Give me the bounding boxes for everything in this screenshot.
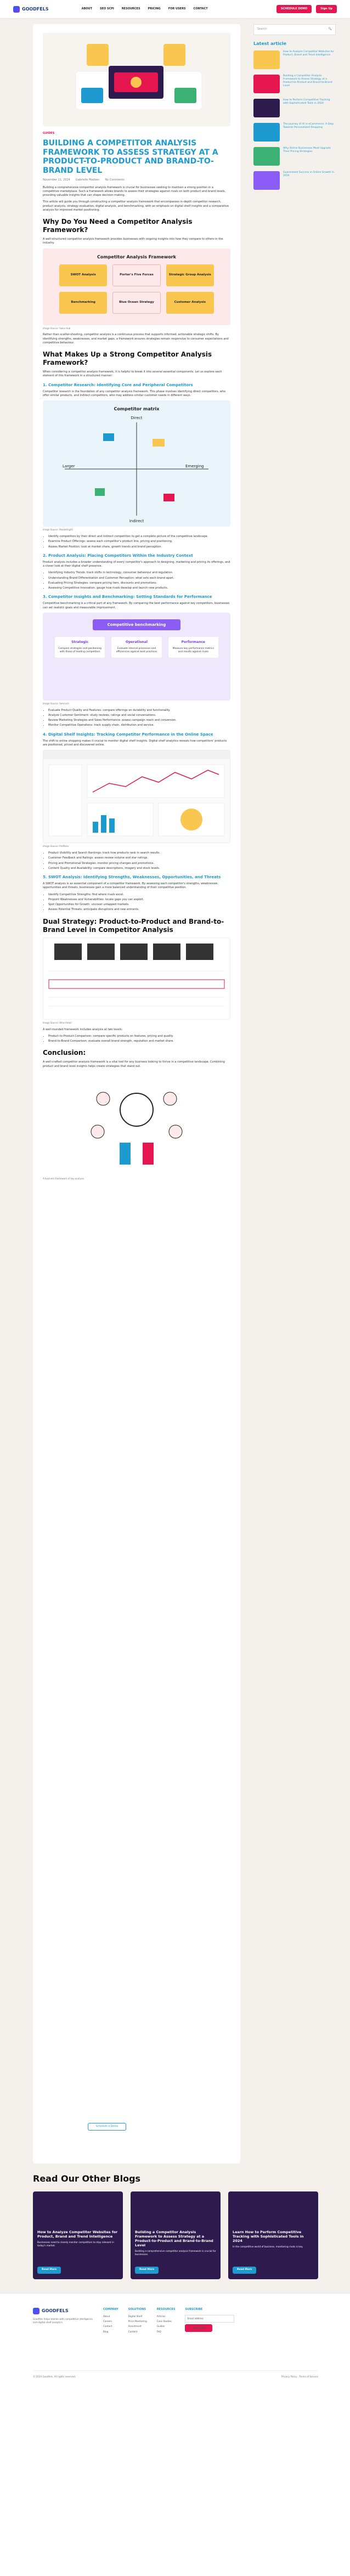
- framework-box: Strategic Group Analysis: [166, 264, 214, 286]
- benchmark-col-text: Measure key performance metrics and results against rivals: [172, 647, 214, 654]
- framework-box: SWOT Analysis: [59, 264, 107, 286]
- latest-post[interactable]: [253, 147, 336, 166]
- list-item: • Spot Opportunities for Growth: uncover untapped markets.: [48, 903, 230, 907]
- figure-benchmarking-caption: Image Source: Semrush: [43, 702, 69, 705]
- list-item: • Evaluating Pricing Strategies: compare pricing tiers, discounts and promotions.: [48, 581, 230, 585]
- heading-digital-shelf: 4. Digital Shelf Insights: Tracking Competitor Performance in the Online Space: [43, 732, 213, 737]
- heading-product-analysis: 2. Product Analysis: Placing Competitors Within the Industry Context: [43, 553, 193, 558]
- footer-link[interactable]: Careers: [103, 2320, 112, 2323]
- list-item: • Content Quality and Availability: compare descriptions, imagery and stock levels.: [48, 867, 230, 871]
- list-item: • Identifying Industry Trends: track shifts in technology, consumer behaviour and regulation.: [48, 571, 230, 575]
- post-thumbnail[interactable]: [253, 147, 280, 166]
- research-paragraph: Competitor research is the foundation of any competitor analysis framework. This phase involves identifying direct competitors, who offer similar products, and indirect competitors, who may address similar customer needs in different ways.: [43, 389, 226, 397]
- read-more-button[interactable]: Read More: [135, 2267, 159, 2274]
- list-item: • Assess Potential Threats: anticipate disruptions and new entrants.: [48, 908, 230, 912]
- blog-card[interactable]: [33, 2191, 123, 2279]
- benchmark-col-title: Operational: [126, 640, 148, 645]
- site-logo[interactable]: [13, 6, 49, 13]
- footer-link[interactable]: Case Studies: [156, 2320, 172, 2323]
- list-item: • Review Marketing Strategies and Sales Performance: assess campaign reach and conversion.: [48, 719, 230, 722]
- swot-list: [48, 893, 230, 912]
- why-paragraph: A well-structured competitor analysis framework provides businesses with ongoing insights into how they compare to others in the industry.: [43, 238, 223, 245]
- matrix-logo: [163, 494, 174, 501]
- latest-post[interactable]: [253, 50, 336, 69]
- post-thumbnail[interactable]: [253, 50, 280, 69]
- blog-card[interactable]: [131, 2191, 221, 2279]
- blog-excerpt: In the competitive world of business, monitoring rivals is key.: [233, 2245, 303, 2248]
- figure-framework-title: Competitor Analysis Framework: [97, 254, 176, 259]
- other-blogs: [33, 2191, 318, 2279]
- why-paragraph-2: Rather than scatter-shooting, competitor analysis is a continuous process that supports informed, actionable strategic shifts. By identifying strengths, weaknesses, and market gaps, a framework ensures strategies remain responsive to consumer expectations and competitive behaviour.: [43, 333, 229, 344]
- framework-box: Benchmarking: [59, 292, 107, 314]
- article-author[interactable]: Gabrielle Madsen: [75, 178, 100, 182]
- logo-icon: [13, 6, 20, 13]
- footer-col-title: SUBSCRIBE: [185, 2308, 203, 2311]
- post-title[interactable]: Building a Competitor Analysis Framework to Assess Strategy at a Product-to-Product and Brand-to-Brand Level: [283, 74, 332, 88]
- footer-col-title: COMPANY: [103, 2308, 118, 2311]
- framework-box: Customer Analysis: [166, 292, 214, 314]
- menu-item-about[interactable]: ABOUT: [81, 7, 93, 10]
- other-blogs-heading: Read Our Other Blogs: [33, 2173, 141, 2184]
- post-title[interactable]: Why Online Businesses Must Upgrade Their Pricing Strategies: [283, 146, 331, 153]
- post-title[interactable]: Guaranteed Success in Online Growth in 2024: [283, 171, 334, 177]
- main-menu: [82, 7, 208, 11]
- post-thumbnail[interactable]: [253, 123, 280, 142]
- heading-research: 1. Competitor Research: Identifying Core and Peripheral Competitors: [43, 382, 193, 387]
- list-item: • Evaluate Product Quality and Features: compare offerings on durability and functionality.: [48, 709, 230, 713]
- blog-title[interactable]: How to Analyze Competitor Websites for Product, Brand and Trend Intelligence: [37, 2230, 118, 2239]
- post-title[interactable]: How to Analyze Competitor Websites for Product, Brand and Trend Intelligence: [283, 50, 334, 57]
- post-thumbnail[interactable]: [253, 99, 280, 117]
- figure-benchmarking: [43, 613, 230, 701]
- latest-post[interactable]: [253, 75, 336, 93]
- list-item: • Monitor Competitive Operations: track supply chain, distribution and service.: [48, 724, 230, 727]
- list-item: • Assess Market Position: look at market share, growth trends and brand perception.: [48, 545, 230, 549]
- digital-shelf-paragraph: The shift to online shopping makes it crucial to monitor digital shelf insights. Digital shelf analytics reveals how competitors' products are positioned, priced and discovered online.: [43, 739, 227, 747]
- footer-bottom: [33, 2370, 318, 2379]
- list-item: • Product-to-Product Comparison: compare specific products on features, pricing and quality.: [48, 1035, 230, 1038]
- article-meta: [43, 178, 230, 182]
- matrix-label-direct: Direct: [131, 416, 143, 421]
- article-date: November 11, 2024: [43, 178, 70, 182]
- blog-excerpt: Businesses need to closely monitor competitors to stay relevant in today's market.: [37, 2241, 114, 2247]
- subscribe-button[interactable]: Subscribe: [185, 2324, 212, 2332]
- product-analysis-list: [48, 571, 230, 590]
- matrix-label-emerging: Emerging: [185, 464, 204, 469]
- menu-item-pricing[interactable]: PRICING: [148, 7, 161, 10]
- footer-logo-text: GOODFELS: [42, 2308, 69, 2314]
- research-list: [48, 535, 230, 549]
- footer-link[interactable]: Assortment: [128, 2325, 142, 2328]
- footer-col-title: RESOURCES: [156, 2308, 176, 2311]
- search-icon[interactable]: 🔍: [328, 27, 332, 31]
- benchmarking-paragraph: Competitive benchmarking is a critical part of any framework. By comparing the best performance against key competitors, businesses can set realistic goals and measurable improvement.: [43, 602, 230, 609]
- footer: [0, 2293, 350, 2576]
- footer-link[interactable]: Blog: [103, 2330, 109, 2333]
- benchmark-col-title: Strategic: [71, 640, 89, 645]
- figure-framework: [43, 248, 230, 325]
- list-item: • Examine Product Offerings: assess each competitor's product line, pricing and positioning.: [48, 540, 230, 544]
- post-title[interactable]: The Journey of AI in eCommerce: A Step Towards Personalized Shopping: [283, 122, 334, 129]
- hero-image: [43, 33, 230, 126]
- hero-illustration: [43, 33, 230, 126]
- benchmarking-title: Competitive benchmarking: [93, 619, 180, 630]
- figure-framework-caption: Image Source: Sales Hub: [43, 326, 71, 330]
- product-analysis-paragraph: Product analysis includes a broader understanding of every competitor's approach to designing, marketing and pricing its offerings, and a closer look at their digital shelf presence.: [43, 560, 230, 568]
- legal-links[interactable]: Privacy Policy · Terms of Service: [281, 2375, 318, 2378]
- heading-swot: 5. SWOT Analysis: Identifying Strengths, Weaknesses, Opportunities, and Threats: [43, 875, 221, 880]
- latest-post[interactable]: [253, 171, 336, 190]
- article-comments[interactable]: No Comments: [105, 178, 125, 182]
- latest-heading: Latest article: [253, 41, 286, 46]
- copyright: © 2024 Goodfels. All rights reserved.: [33, 2375, 76, 2378]
- product-comparison-table: [43, 938, 230, 1020]
- framework-box: Porter's Five Forces: [112, 264, 160, 286]
- footer-link[interactable]: FAQ: [156, 2330, 161, 2333]
- heading-why: Why Do You Need a Competitor Analysis Framework?: [43, 218, 193, 234]
- figure-conclusion: [43, 1071, 230, 1176]
- figure-product-comparison: [43, 937, 230, 1020]
- top-nav: [0, 0, 350, 19]
- list-item: • Customer Feedback and Ratings: assess review volume and star ratings.: [48, 856, 230, 860]
- post-thumbnail[interactable]: [253, 171, 280, 190]
- sidebar: [253, 24, 336, 195]
- article-title: BUILDING A COMPETITOR ANALYSIS FRAMEWORK TO ASSESS STRATEGY AT A PRODUCT-TO-PRODUCT AND BRAND-TO-BRAND LEVEL: [43, 139, 218, 175]
- footer-link[interactable]: Content: [128, 2330, 138, 2333]
- intro-paragraph-1: Building a comprehensive competitor analysis framework is crucial for businesses seeking to maintain a strong position in a competitive marketplace. Such a framework allows brands to assess their strategies against rivals on both product and brand levels, providing valuable insights that can shape decision making.: [43, 185, 226, 197]
- heading-what: What Makes Up a Strong Competitor Analysis Framework?: [43, 351, 212, 367]
- blog-title[interactable]: Building a Competitor Analysis Framework to Assess Strategy at a Product-to-Product and Brand-to-Brand Level: [135, 2230, 213, 2247]
- framework-box: Blue Ocean Strategy: [112, 292, 160, 314]
- matrix-logo: [95, 488, 105, 496]
- footer-link[interactable]: Guides: [156, 2325, 165, 2328]
- matrix-title: Competitor matrix: [114, 406, 160, 412]
- footer-about: Goodfels helps brands with competitive intelligence and digital shelf analytics.: [33, 2318, 93, 2324]
- dual-paragraph: A well-rounded framework includes analysis at two levels:: [43, 1027, 123, 1031]
- sign-up-button[interactable]: Sign Up: [316, 5, 337, 13]
- blog-excerpt: Building a comprehensive competitor analysis framework is crucial for businesses.: [135, 2250, 216, 2256]
- list-item: • Pricing and Promotional Strategies: monitor pricing changes and promotions.: [48, 862, 230, 866]
- footer-link[interactable]: Price Monitoring: [128, 2320, 147, 2323]
- footer-col-title: SOLUTIONS: [128, 2308, 146, 2311]
- conclusion-paragraph: A well-crafted competitor analysis framework is a vital tool for any business looking to thrive in a competitive landscape. Combining product and brand level insights helps create strategies that stand out.: [43, 1060, 225, 1068]
- read-more-button[interactable]: Read More: [233, 2267, 256, 2274]
- menu-item-contact[interactable]: CONTACT: [193, 7, 208, 10]
- list-item: • Identify competitors by their direct and indirect competition to get a complete picture of the competitive landscape.: [48, 535, 230, 539]
- latest-post[interactable]: [253, 123, 336, 142]
- conclusion-illustration: [43, 1071, 230, 1176]
- list-item: • Identify Competitive Strengths: find where rivals excel.: [48, 893, 230, 897]
- list-item: • Analyze Customer Sentiment: study reviews, ratings and social conversations.: [48, 714, 230, 718]
- search-input[interactable]: Search: [257, 27, 267, 31]
- digital-shelf-list: [48, 851, 230, 871]
- matrix-logo: [103, 433, 114, 441]
- figure-digital-shelf-caption: Image Source: Profitero: [43, 845, 69, 848]
- heading-conclusion: Conclusion:: [43, 1049, 86, 1057]
- list-item: • Pinpoint Weaknesses and Vulnerabilities: locate gaps you can exploit.: [48, 898, 230, 902]
- menu-item-resources[interactable]: RESOURCES: [121, 7, 140, 10]
- schedule-demo-cta[interactable]: Schedule a Demo: [88, 2123, 126, 2131]
- footer-link[interactable]: Contact: [103, 2325, 112, 2328]
- latest-post[interactable]: [253, 99, 336, 117]
- logo-text: GOODFELS: [22, 6, 49, 12]
- blog-card[interactable]: [228, 2191, 318, 2279]
- benchmark-col-text: Evaluate internal processes and efficiencies against best practices: [116, 647, 157, 654]
- list-item: • Understanding Brand Differentiation and Customer Perception: what sets each brand apart.: [48, 577, 230, 580]
- footer-link[interactable]: Articles: [156, 2315, 166, 2318]
- intro-paragraph-2: This article will guide you through constructing a competitor analysis framework that encompasses in-depth competitor research, product analysis, strategy evaluation, digital analysis, and benchmarking, with an emphasis on digital shelf insights and a comparative analysis for improved market positioning.: [43, 200, 229, 212]
- competitor-matrix-chart: [43, 400, 230, 527]
- matrix-label-larger: Larger: [63, 464, 75, 469]
- heading-dual-strategy: Dual Strategy: Product-to-Product and Brand-to-Brand Level in Competitor Analysis: [43, 917, 224, 934]
- figure-competitor-matrix: [43, 400, 230, 527]
- digital-shelf-dashboard: [43, 750, 230, 843]
- benchmarking-list: [48, 709, 230, 728]
- menu-item-for-users[interactable]: FOR USERS: [168, 7, 186, 10]
- list-item: • Assessing Competitive Innovation: gauge how rivals develop and launch new products.: [48, 586, 230, 590]
- matrix-logo: [153, 439, 165, 447]
- search-box[interactable]: [253, 24, 336, 35]
- swot-paragraph: A SWOT analysis is an essential component of a competitor framework. By assessing each competitor's strengths, weaknesses, opportunities and threats, businesses gain a more balanced understanding of their competitive position.: [43, 882, 218, 890]
- heading-benchmarking: 3. Competitor Insights and Benchmarking: Setting Standards for Performance: [43, 595, 212, 600]
- footer-logo[interactable]: [33, 2308, 93, 2314]
- figure-matrix-caption: Image Source: Marketing91: [43, 528, 74, 532]
- list-item: • Brand-to-Brand Comparison: evaluate overall brand strength, reputation and market share.: [48, 1040, 230, 1043]
- article-card: [33, 24, 240, 2163]
- figure-comparison-caption: Image Source: Atlas Retail: [43, 1021, 72, 1024]
- newsletter-email-input[interactable]: Email address: [185, 2315, 234, 2323]
- footer-link[interactable]: About: [103, 2315, 110, 2318]
- list-item: • Product Visibility and Search Rankings: track how products rank in search results.: [48, 851, 230, 855]
- figure-conclusion-caption: A business framework of key analysis: [43, 1177, 84, 1180]
- post-title[interactable]: How to Perform Competitive Tracking with Sophisticated Tools in 2024: [283, 98, 330, 105]
- article-category[interactable]: GUIDES: [43, 132, 55, 135]
- blog-title[interactable]: Learn How to Perform Competitive Tracking with Sophisticated Tools in 2024: [233, 2230, 304, 2243]
- read-more-button[interactable]: Read More: [37, 2267, 61, 2274]
- benchmark-col-title: Performance: [181, 640, 205, 645]
- dual-list: [48, 1035, 230, 1044]
- what-paragraph: When considering a competitor analysis framework, it is helpful to break it into several essential components. Let us explore each element of this framework in a structured manner:: [43, 370, 222, 378]
- matrix-label-indirect: Indirect: [129, 519, 144, 524]
- menu-item-seo[interactable]: SEO SCPI: [100, 7, 114, 10]
- footer-link[interactable]: Digital Shelf: [128, 2315, 143, 2318]
- logo-icon: [33, 2308, 39, 2314]
- figure-digital-shelf: [43, 750, 230, 843]
- schedule-demo-button[interactable]: SCHEDULE DEMO: [276, 5, 312, 13]
- post-thumbnail[interactable]: [253, 75, 280, 93]
- benchmark-col-text: Compare strategies and positioning with those of leading competitors: [58, 647, 101, 654]
